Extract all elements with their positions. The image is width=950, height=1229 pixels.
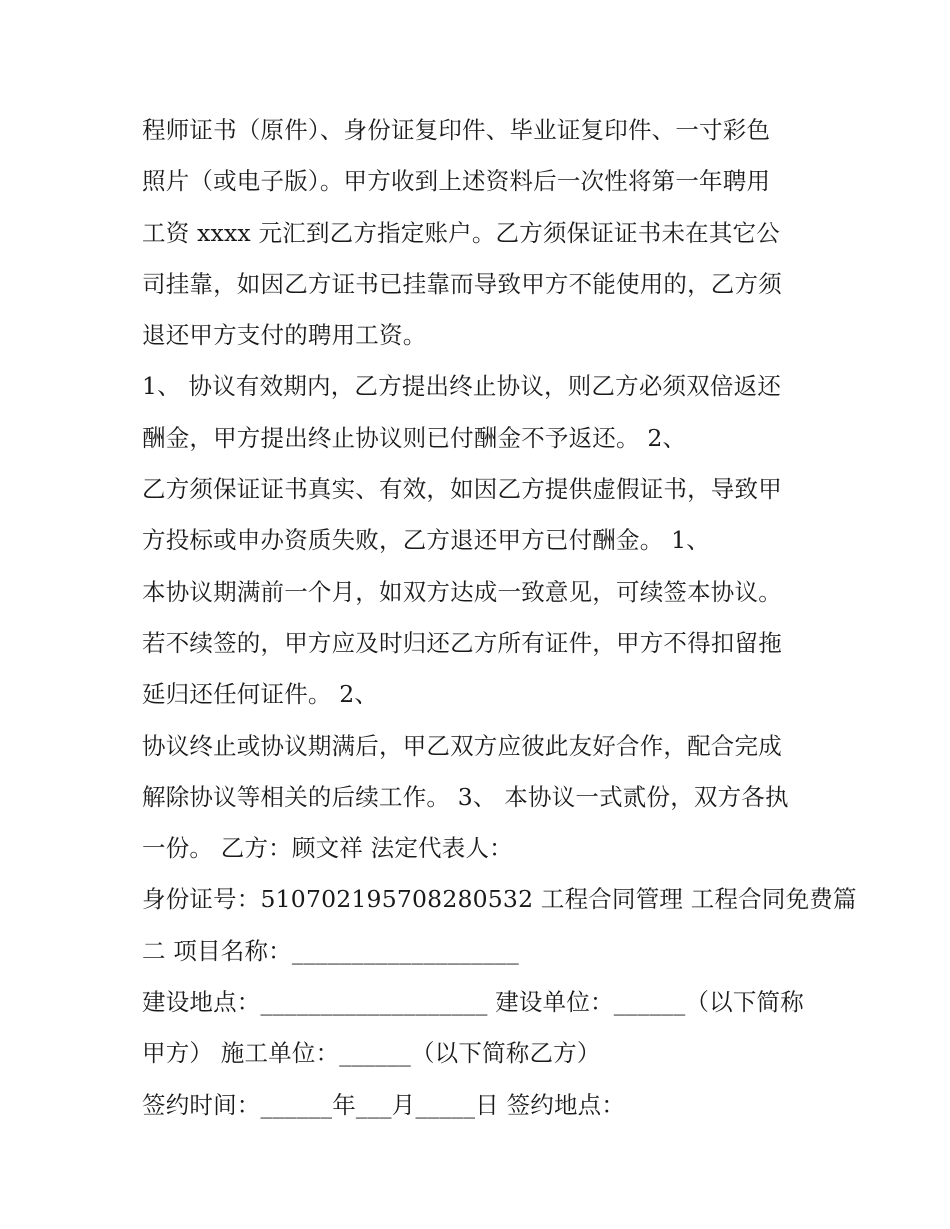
contract-text-body xyxy=(142,105,857,1131)
text-line: 甲方） 施工单位：______（以下简称乙方） xyxy=(142,1039,601,1068)
text-line: 一份。 乙方：顾文祥 法定代表人： xyxy=(142,834,513,863)
text-line: 协议终止或协议期满后，甲乙双方应彼此友好合作，配合完成 xyxy=(142,731,782,760)
text-line: 工资 xxxx 元汇到乙方指定账户。乙方须保证证书未在其它公 xyxy=(142,218,780,247)
text-line: 酬金，甲方提出终止协议则已付酬金不予返还。 2、 xyxy=(142,423,687,452)
text-line: 建设地点：___________________ 建设单位：______（以下简称 xyxy=(142,988,804,1017)
text-line: 延归还任何证件。 2、 xyxy=(142,680,379,709)
text-line: 方投标或申办资质失败，乙方退还甲方已付酬金。 1、 xyxy=(142,526,710,555)
text-line: 照片（或电子版）。甲方收到上述资料后一次性将第一年聘用 xyxy=(142,167,771,196)
text-line: 本协议期满前一个月，如双方达成一致意见，可续签本协议。 xyxy=(142,577,782,606)
text-line: 程师证书（原件）、身份证复印件、毕业证复印件、一寸彩色 xyxy=(142,116,771,144)
text-line: 身份证号：510702195708280532 工程合同管理 工程合同免费篇 xyxy=(142,885,857,914)
text-line: 二 项目名称：___________________ xyxy=(142,936,519,965)
text-line: 签约时间：______年___月_____日 签约地点： xyxy=(142,1090,626,1119)
text-line: 乙方须保证证书真实、有效，如因乙方提供虚假证书，导致甲 xyxy=(142,475,782,504)
text-line: 若不续签的，甲方应及时归还乙方所有证件，甲方不得扣留拖 xyxy=(142,628,782,657)
text-line: 退还甲方支付的聘用工资。 xyxy=(142,321,427,350)
text-line: 1、 协议有效期内，乙方提出终止协议，则乙方必须双倍返还 xyxy=(142,372,782,401)
text-line: 司挂靠，如因乙方证书已挂靠而导致甲方不能使用的，乙方须 xyxy=(142,269,782,298)
text-line: 解除协议等相关的后续工作。 3、 本协议一式贰份，双方各执 xyxy=(142,782,789,811)
